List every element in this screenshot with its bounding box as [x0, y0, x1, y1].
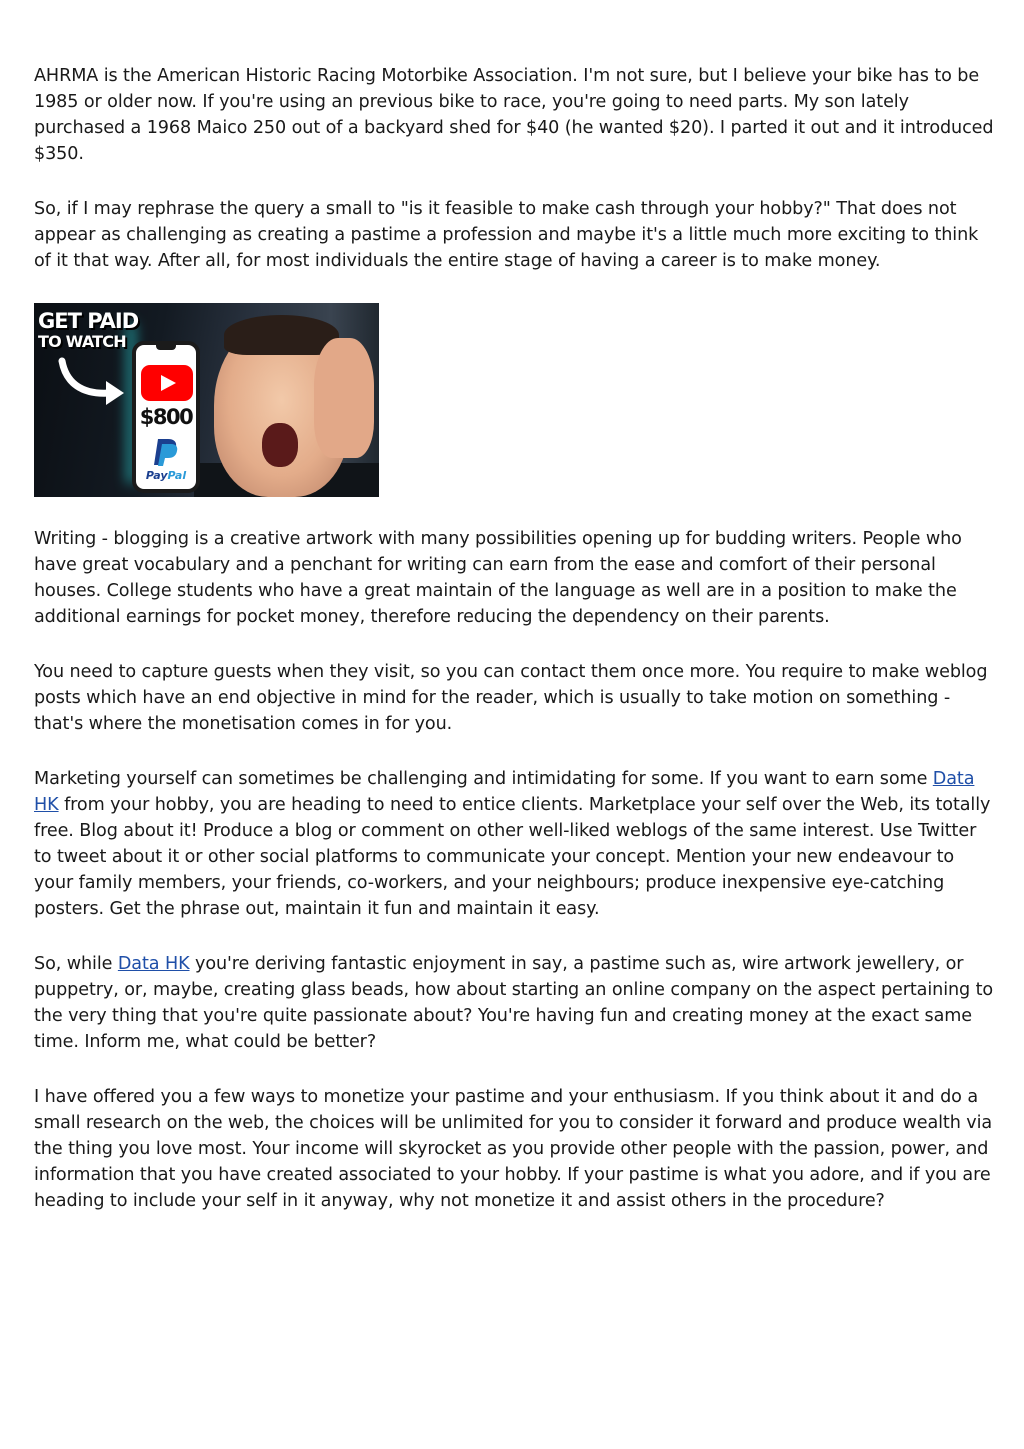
phone-notch: [156, 345, 176, 350]
paypal-wordmark-pay: Pay: [145, 469, 168, 482]
paragraph-text: from your hobby, you are heading to need to entice clients. Marketplace your self over the Web, its totally free. Blog about it! Produce a blog or comment on other well-liked weblogs of the same interest. Use Twitter to tweet about it or other social platforms to communicate your concept. Mention your new endeavour to your family members, your friends, co-workers, and your neighbours; produce inexpensive eye-catching posters. Get the phrase out, maintain it fun and maintain it easy.: [34, 795, 991, 919]
paragraph-writing: Writing - blogging is a creative artwork with many possibilities opening up for budding writers. People who have great vocabulary and a penchant for writing can earn from the ease and comfort of their personal houses. College students who have a great maintain of the language as well are in a position to make the additional earnings for pocket money, therefore reducing the dependency on their parents.: [34, 529, 962, 627]
arrow-icon: [56, 355, 126, 405]
paragraph-marketing: [34, 766, 994, 922]
paragraph-text: you're deriving fantastic enjoyment in say, a pastime such as, wire artwork jewellery, or puppetry, or, maybe, creating glass beads, how about starting an online company on the aspect pertaining to the very thing that you're quite passionate about? You're having fun and creating money at the exact same time. Inform me, what could be better?: [34, 954, 994, 1052]
get-paid-thumbnail-image: [34, 303, 379, 497]
paragraph-conclusion: I have offered you a few ways to monetize your pastime and your enthusiasm. If you think about it and do a small research on the web, the choices will be unlimited for you to consider it forward and produce wealth via the thing you love most. Your income will skyrocket as you provide other people with the passion, power, and information that you have created associated to your hobby. If your pastime is what you adore, and if you are heading to include your self in it anyway, why not monetize it and assist others in the procedure?: [34, 1087, 993, 1211]
phone-graphic: [132, 341, 200, 493]
person-hand: [314, 338, 374, 458]
paragraph-rephrase: So, if I may rephrase the query a small to "is it feasible to make cash through your hobby?" That does not appear as challenging as creating a pastime a profession and maybe it's a little much more exciting to think of it that way. After all, for most individuals the entire stage of having a career is to make money.: [34, 199, 979, 271]
paypal-wordmark-pal: Pal: [167, 469, 187, 482]
caption-line-2: TO WATCH: [38, 332, 126, 351]
paragraph-capture-guests: You need to capture guests when they visit, so you can contact them once more. You require to make weblog posts which have an end objective in mind for the reader, which is usually to take motion on something - that's where the monetisation comes in for you.: [34, 662, 988, 734]
data-hk-link[interactable]: Data HK: [117, 954, 190, 974]
paragraph-text: Marketing yourself can sometimes be challenging and intimidating for some. If you want to earn some: [34, 769, 933, 789]
paypal-wordmark: [136, 469, 196, 482]
amount-label: $800: [139, 405, 193, 429]
article-body: [34, 63, 994, 1243]
thumbnail-caption: [38, 311, 138, 350]
data-hk-link[interactable]: Data HK: [34, 769, 975, 815]
youtube-play-icon: [141, 365, 193, 401]
paragraph-text: So, while: [34, 954, 118, 974]
person-mouth: [262, 423, 298, 467]
caption-line-1: GET PAID: [38, 309, 139, 333]
paragraph-ahrma: AHRMA is the American Historic Racing Motorbike Association. I'm not sure, but I believe your bike has to be 1985 or older now. If you're using an previous bike to race, you're going to need parts. My son lately purchased a 1968 Maico 250 out of a backyard shed for $40 (he wanted $20). I parted it out and it introduced $350.: [34, 66, 994, 164]
paypal-logo-icon: [153, 437, 179, 467]
paragraph-so-while: [34, 951, 994, 1055]
